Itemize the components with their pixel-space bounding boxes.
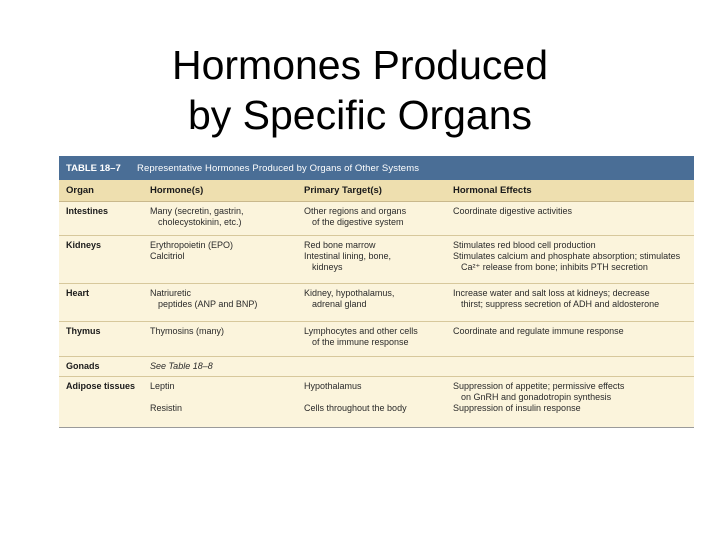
slide-title-line-2: by Specific Organs (187, 92, 533, 138)
effects-line: Ca²⁺ release from bone; inhibits PTH secretion (461, 262, 648, 272)
hormone-cell (145, 326, 298, 356)
organ-cell: Gonads (66, 361, 100, 371)
row-spacer (150, 392, 298, 403)
table-row-kidneys (59, 236, 694, 284)
effects-cell (446, 361, 694, 376)
header-organ: Organ (66, 185, 94, 196)
table-row-adipose-tissues (59, 377, 694, 427)
target-cell (298, 361, 446, 376)
hormone-cell (145, 240, 298, 283)
target-cell (298, 288, 446, 321)
effects-line: on GnRH and gonadotropin synthesis (461, 392, 612, 402)
hormone-line: Natriuretic (150, 288, 192, 298)
target-line: Lymphocytes and other cells (304, 326, 418, 336)
target-line: of the immune response (312, 337, 409, 347)
table-row-thymus (59, 322, 694, 357)
organ-cell: Heart (66, 288, 90, 298)
hormone-table (59, 156, 694, 428)
hormone-line: Resistin (150, 403, 183, 413)
target-line: Other regions and organs (304, 206, 407, 216)
target-cell (298, 326, 446, 356)
organ-cell: Intestines (66, 206, 109, 216)
target-cell (298, 206, 446, 235)
effects-line: Increase water and salt loss at kidneys; decrease (453, 288, 650, 298)
table-row-intestines (59, 202, 694, 236)
hormone-line: Many (secretin, gastrin, (150, 206, 244, 216)
header-hormone: Hormone(s) (150, 185, 204, 196)
organ-cell: Adipose tissues (66, 381, 136, 391)
table-row-gonads (59, 357, 694, 377)
hormone-line: cholecystokinin, etc.) (158, 217, 242, 227)
table-row-heart (59, 284, 694, 322)
effects-line: Suppression of insulin response (453, 403, 581, 413)
table-header-row (59, 180, 694, 202)
slide-title (0, 40, 720, 140)
effects-cell (446, 206, 694, 235)
target-line: Cells throughout the body (304, 403, 407, 413)
hormone-cell (145, 361, 298, 376)
effects-cell (446, 288, 694, 321)
hormone-line: Thymosins (many) (150, 326, 225, 336)
row-spacer (304, 392, 446, 403)
effects-line: Stimulates red blood cell production (453, 240, 596, 250)
target-line: kidneys (312, 262, 343, 272)
target-line: adrenal gland (312, 299, 367, 309)
effects-line: Coordinate and regulate immune response (453, 326, 624, 336)
target-line: Hypothalamus (304, 381, 362, 391)
header-target: Primary Target(s) (304, 185, 382, 196)
target-cell (298, 381, 446, 427)
effects-cell (446, 240, 694, 283)
effects-line: Suppression of appetite; permissive effects (453, 381, 625, 391)
hormone-line: Calcitriol (150, 251, 185, 261)
table-caption-bar (59, 156, 694, 180)
table-caption: Representative Hormones Produced by Organs of Other Systems (137, 162, 420, 174)
effects-line: Coordinate digestive activities (453, 206, 573, 216)
effects-cell (446, 381, 694, 427)
target-cell (298, 240, 446, 283)
effects-line: thirst; suppress secretion of ADH and aldosterone (461, 299, 660, 309)
hormone-line: Erythropoietin (EPO) (150, 240, 234, 250)
slide-title-line-1: Hormones Produced (171, 42, 549, 88)
table-number: TABLE 18–7 (66, 162, 121, 174)
target-line: Red bone marrow (304, 240, 376, 250)
organ-cell: Thymus (66, 326, 101, 336)
effects-cell (446, 326, 694, 356)
hormone-line: Leptin (150, 381, 175, 391)
effects-line: Stimulates calcium and phosphate absorption; stimulates (453, 251, 681, 261)
target-line: Intestinal lining, bone, (304, 251, 392, 261)
header-effects: Hormonal Effects (453, 185, 532, 196)
hormone-cell (145, 206, 298, 235)
target-line: Kidney, hypothalamus, (304, 288, 395, 298)
organ-cell: Kidneys (66, 240, 102, 250)
target-line: of the digestive system (312, 217, 404, 227)
hormone-line: peptides (ANP and BNP) (158, 299, 258, 309)
hormone-line: See Table 18–8 (150, 361, 213, 371)
hormone-cell (145, 288, 298, 321)
hormone-cell (145, 381, 298, 427)
